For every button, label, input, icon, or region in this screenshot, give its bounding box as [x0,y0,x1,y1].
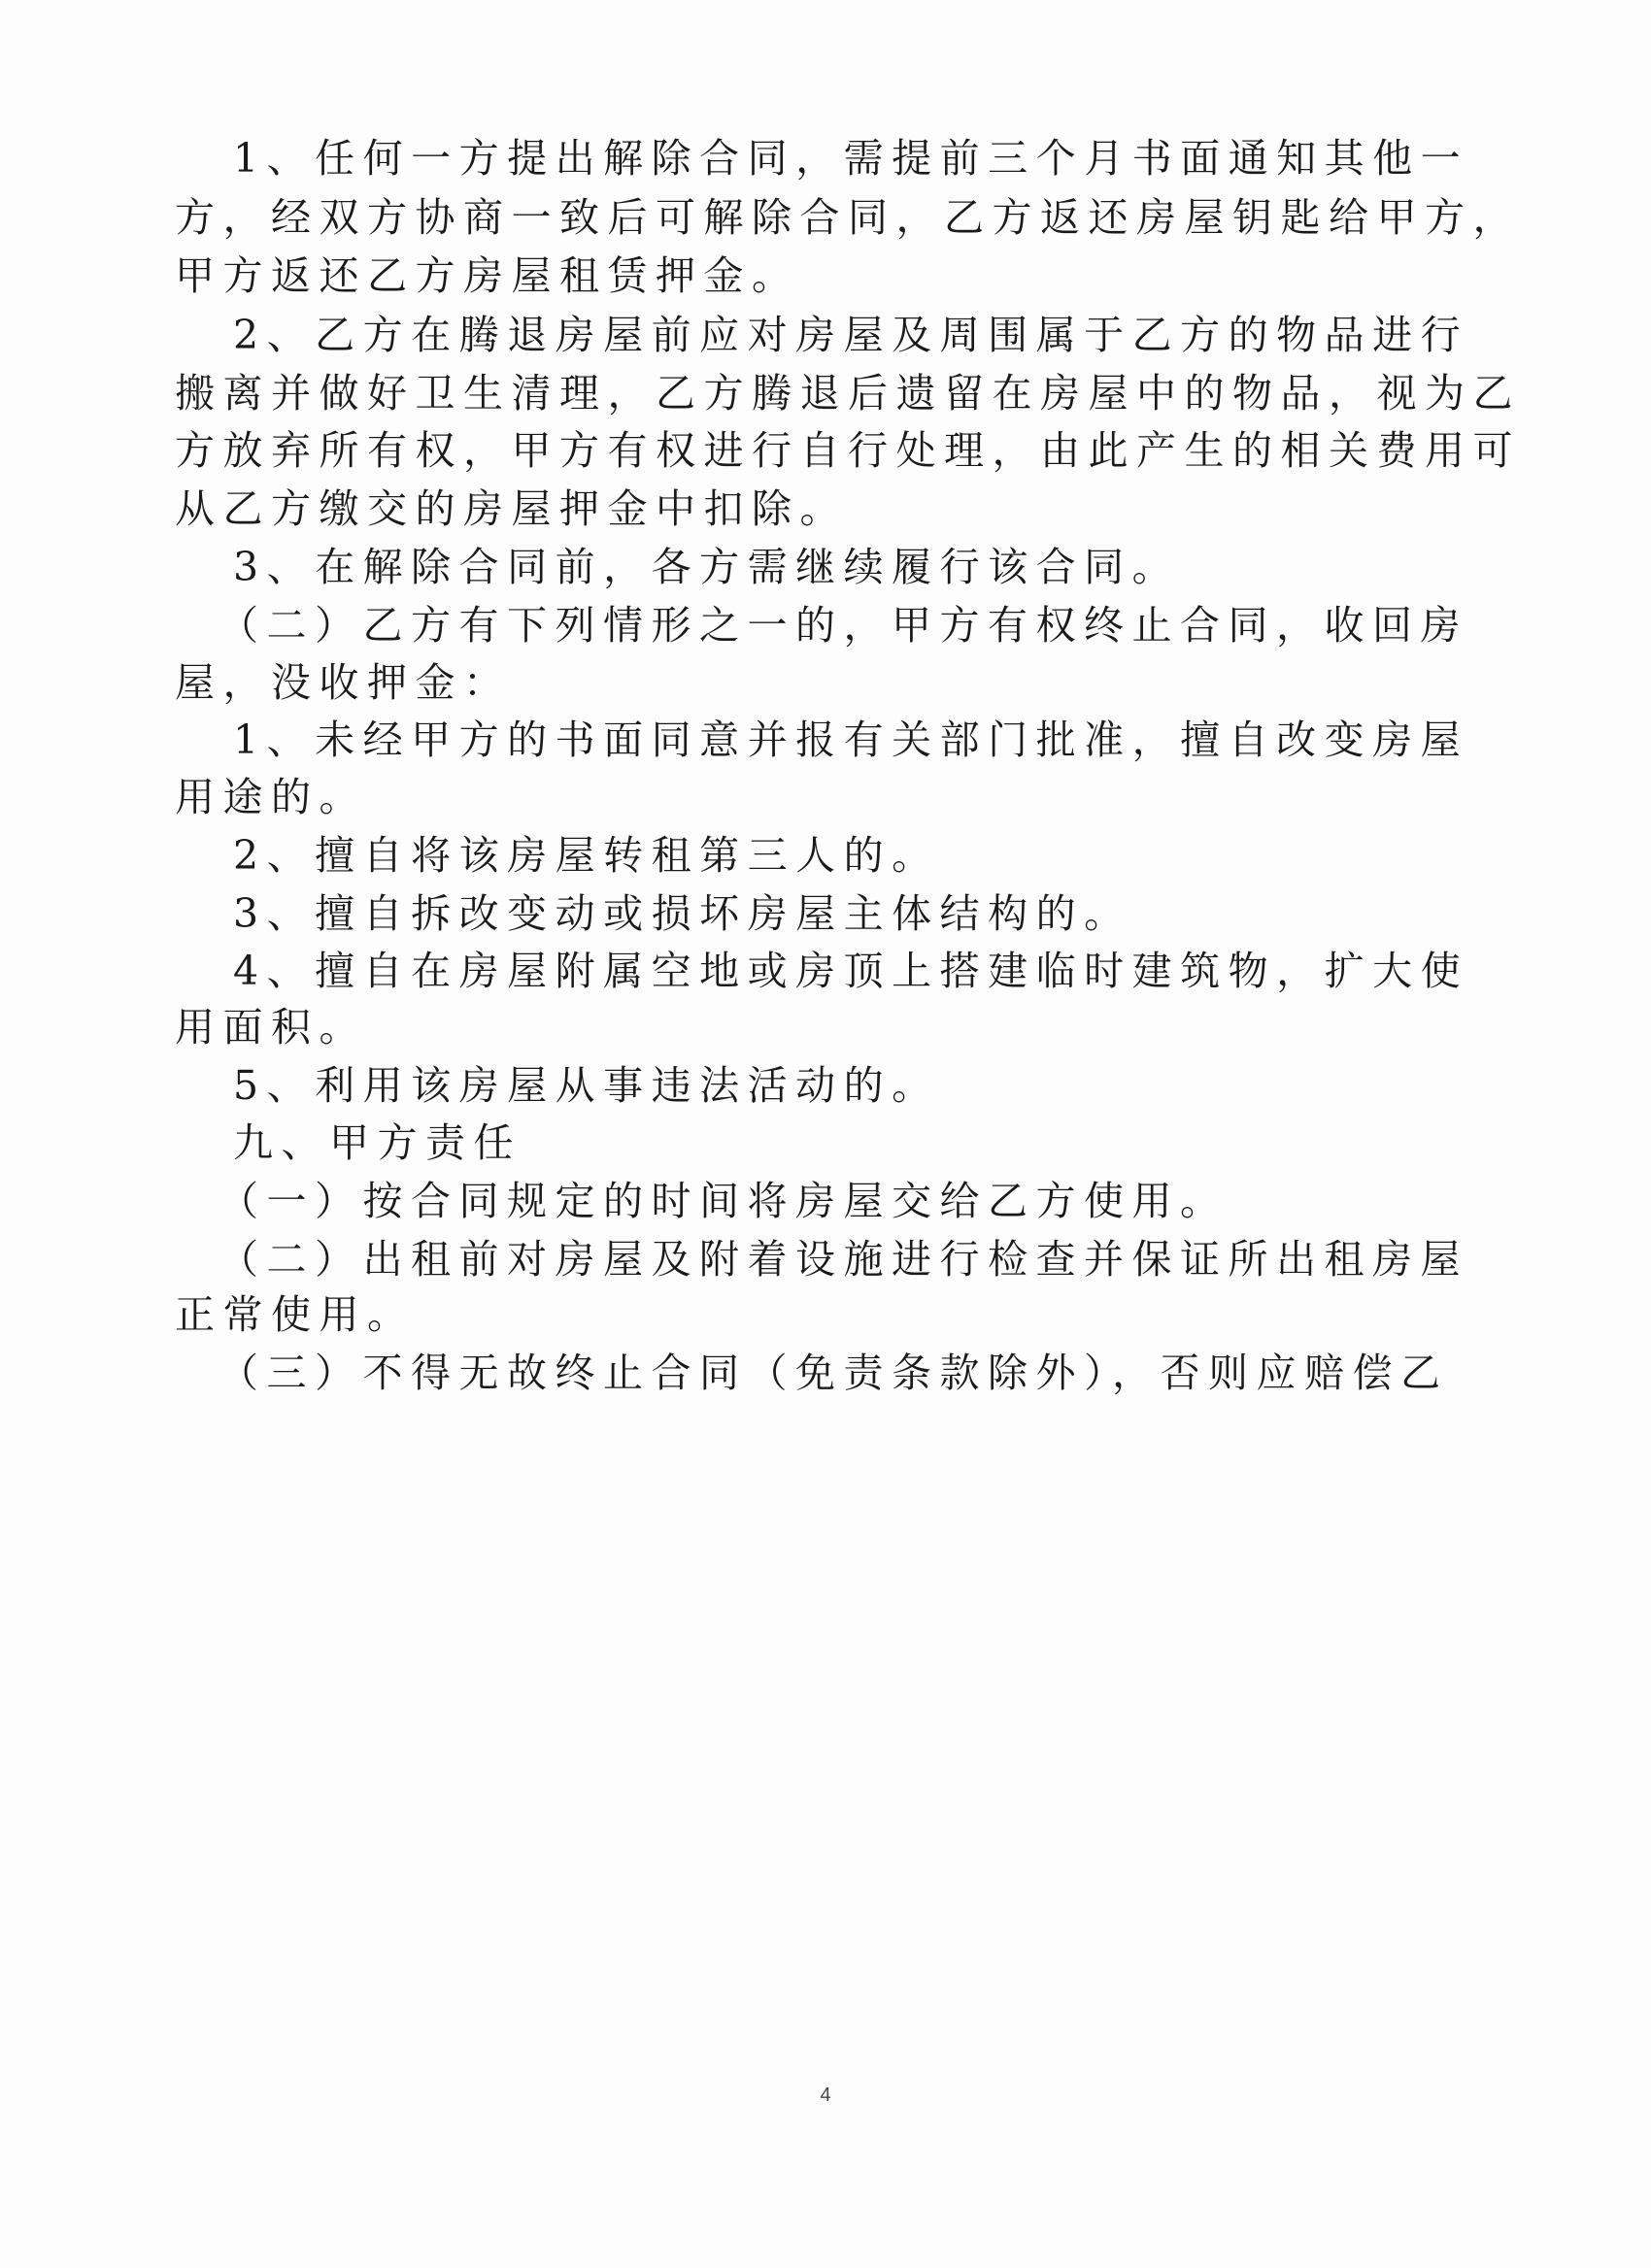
text-line: 甲方返还乙方房屋租赁押金。 [175,252,800,299]
text-line: 搬离并做好卫生清理，乙方腾退后遗留在房屋中的物品，视为乙 [175,370,1521,417]
text-line: 1、任何一方提出解除合同，需提前三个月书面通知其他一 [233,135,1469,182]
text-line: （一）按合同规定的时间将房屋交给乙方使用。 [219,1178,1229,1224]
text-line: 3、在解除合同前，各方需继续履行该合同。 [233,544,1181,590]
text-line: 1、未经甲方的书面同意并报有关部门批准，擅自改变房屋 [233,717,1469,763]
text-line: 从乙方缴交的房屋押金中扣除。 [175,485,848,532]
text-line: （二）乙方有下列情形之一的，甲方有权终止合同，收回房 [219,602,1468,649]
text-line: 正常使用。 [175,1291,416,1338]
page-number: 4 [820,2085,831,2106]
text-line: 3、擅自拆改变动或损坏房屋主体结构的。 [233,890,1132,937]
text-line: （二）出租前对房屋及附着设施进行检查并保证所出租房屋 [219,1236,1468,1283]
text-line: 2、乙方在腾退房屋前应对房屋及周围属于乙方的物品进行 [233,312,1469,358]
section-heading: 九、甲方责任 [233,1119,522,1166]
text-line: 5、利用该房屋从事违法活动的。 [233,1062,940,1109]
text-line: 4、擅自在房屋附属空地或房顶上搭建临时建筑物，扩大使 [233,948,1469,994]
text-line: 用面积。 [175,1004,367,1051]
text-line: 用途的。 [175,774,367,820]
text-line: 方放弃所有权，甲方有权进行自行处理，由此产生的相关费用可 [175,427,1521,474]
text-line: 方，经双方协商一致后可解除合同，乙方返还房屋钥匙给甲方， [175,194,1521,241]
text-line: 屋，没收押金： [175,659,512,706]
text-line: 2、擅自将该房屋转租第三人的。 [233,832,940,879]
text-line: （三）不得无故终止合同（免责条款除外），否则应赔偿乙 [219,1350,1449,1396]
